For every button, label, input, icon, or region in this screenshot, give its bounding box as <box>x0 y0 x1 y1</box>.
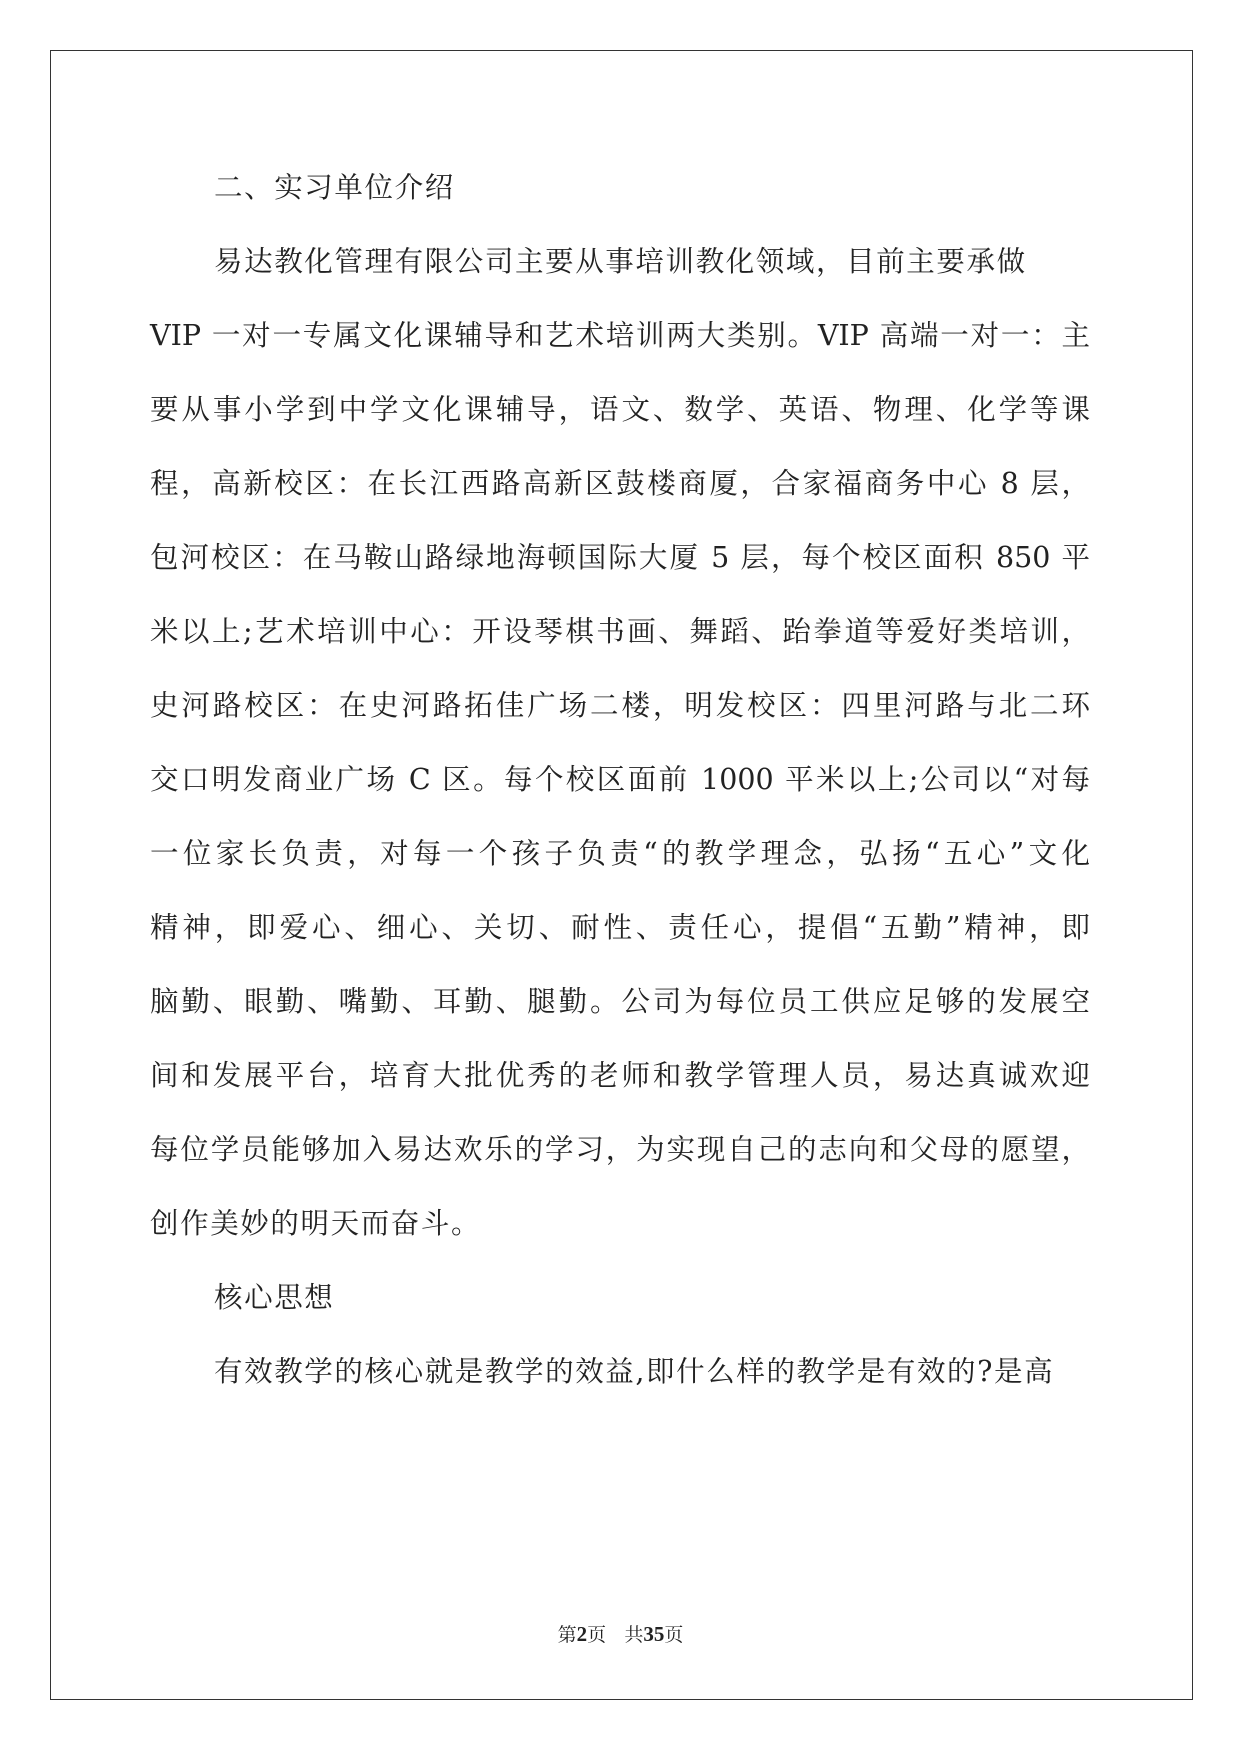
total-suffix: 页 <box>664 1624 684 1646</box>
paragraph-line: 易达教化管理有限公司主要从事培训教化领域，目前主要承做 <box>214 245 1027 278</box>
paragraph-line: 交口明发商业广场 C 区。每个校区面前 1000 平米以上;公司以“对每 <box>150 763 1090 796</box>
paragraph-line: 间和发展平台，培育大批优秀的老师和教学管理人员，易达真诚欢迎 <box>150 1059 1090 1092</box>
total-prefix: 共 <box>624 1624 644 1646</box>
section-heading: 二、实习单位介绍 <box>214 171 455 204</box>
paragraph-line: 脑勤、眼勤、嘴勤、耳勤、腿勤。公司为每位员工供应足够的发展空 <box>150 985 1090 1018</box>
paragraph-line: 一位家长负责，对每一个孩子负责“的教学理念，弘扬“五心”文化 <box>150 837 1090 870</box>
paragraph-line: 每位学员能够加入易达欢乐的学习，为实现自己的志向和父母的愿望， <box>150 1133 1090 1166</box>
paragraph-line: 要从事小学到中学文化课辅导，语文、数学、英语、物理、化学等课 <box>150 393 1090 426</box>
subheading: 核心思想 <box>214 1281 335 1314</box>
paragraph-line: 程，高新校区：在长江西路高新区鼓楼商厦，合家福商务中心 8 层， <box>150 467 1090 500</box>
paragraph-line: 有效教学的核心就是教学的效益,即什么样的教学是有效的?是高 <box>214 1355 1055 1388</box>
page-border <box>50 50 1193 1700</box>
page-prefix: 第 <box>557 1624 577 1646</box>
page-footer <box>0 1622 1241 1647</box>
paragraph-line: 创作美妙的明天而奋斗。 <box>150 1207 482 1240</box>
paragraph-line: VIP 一对一专属文化课辅导和艺术培训两大类别。VIP 高端一对一：主 <box>150 319 1090 352</box>
page-number: 2 <box>576 1622 588 1646</box>
paragraph-line: 米以上;艺术培训中心：开设琴棋书画、舞蹈、跆拳道等爱好类培训， <box>150 615 1090 648</box>
paragraph-line: 史河路校区：在史河路拓佳广场二楼，明发校区：四里河路与北二环 <box>150 689 1090 722</box>
paragraph-line: 包河校区：在马鞍山路绿地海顿国际大厦 5 层，每个校区面积 850 平 <box>150 541 1090 574</box>
paragraph-line: 精神，即爱心、细心、关切、耐性、责任心，提倡“五勤”精神，即 <box>150 911 1090 944</box>
total-pages: 35 <box>643 1622 665 1646</box>
page-suffix: 页 <box>587 1624 607 1646</box>
